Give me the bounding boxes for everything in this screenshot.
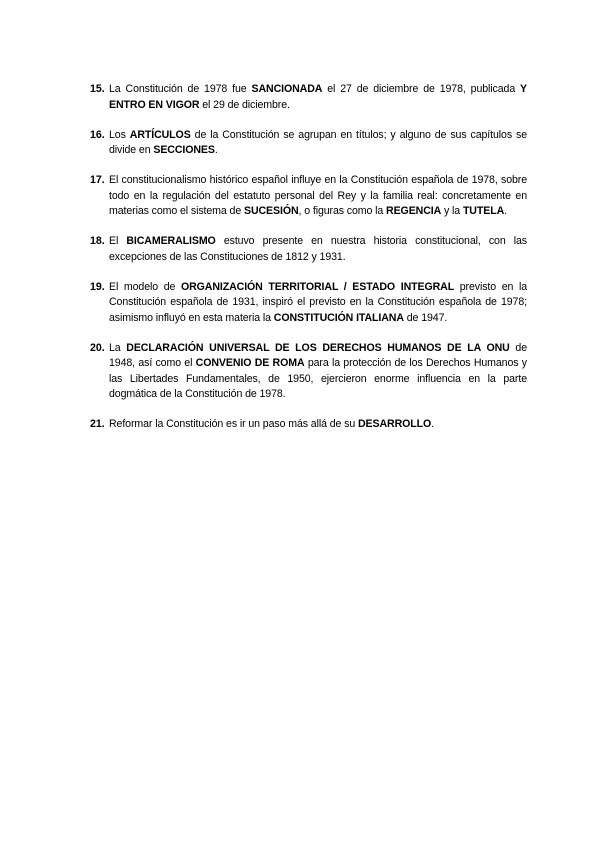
item-text	[109, 128, 527, 159]
text-run: de 1948, así como el	[109, 341, 527, 369]
text-run: , o figuras como la	[298, 205, 387, 217]
text-run: para la protección de los Derechos Humanos y las Libertades Fundamentales, de 1950, ejercieron enorme influencia en la parte dogmática de la Constitución de 1978.	[109, 357, 527, 400]
text-run: de 1947.	[403, 311, 448, 324]
bold-term: DESARROLLO	[357, 418, 432, 430]
bold-term: REGENCIA	[386, 205, 442, 217]
bold-term: DECLARACIÓN UNIVERSAL DE LOS DERECHOS HUMANOS DE LA ONU	[126, 341, 510, 354]
item-text	[109, 173, 527, 220]
text-run: La	[109, 341, 127, 354]
list-item-18	[90, 234, 527, 265]
text-run: El modelo de	[109, 280, 181, 293]
item-text	[109, 280, 527, 327]
list-item-20	[90, 341, 527, 403]
item-number: 20.	[90, 341, 105, 354]
text-run: .	[504, 205, 507, 217]
text-run: de la Constitución se agrupan en títulos; y alguno de sus capítulos se divide en	[109, 128, 527, 156]
bold-term: CONSTITUCIÓN ITALIANA	[273, 311, 404, 324]
bold-term: ORGANIZACIÓN TERRITORIAL / ESTADO INTEGRAL	[180, 280, 455, 293]
bold-term: BICAMERALISMO	[126, 235, 216, 247]
text-run: La Constitución de 1978 fue	[109, 83, 252, 95]
text-run: .	[431, 418, 434, 430]
list-item-16	[90, 128, 527, 159]
bold-term: CONVENIO DE ROMA	[195, 357, 305, 369]
text-run: Reformar la Constitución es ir un paso más allá de su	[109, 418, 358, 430]
list-item-15	[90, 82, 527, 113]
item-text	[109, 234, 527, 265]
document-page	[90, 82, 527, 447]
bold-term: Y ENTRO EN VIGOR	[109, 83, 528, 111]
text-run: .	[214, 144, 218, 156]
text-run: El	[109, 235, 127, 247]
item-number: 18.	[90, 235, 105, 247]
text-run: Los	[109, 128, 130, 141]
item-text	[109, 82, 527, 113]
item-text	[109, 341, 527, 403]
list-item-17	[90, 173, 527, 220]
text-run: El constitucionalismo histórico español influye en la Constitución española de 1978, sobre todo en la regulación del estatuto personal del Rey y la familia real: concretamente en materias como el sistema de	[109, 174, 527, 217]
bold-term: SECCIONES	[153, 144, 215, 156]
bold-term: TUTELA	[462, 205, 505, 217]
item-number: 15.	[90, 83, 105, 95]
item-number: 17.	[90, 174, 105, 186]
text-run: el 27 de diciembre de 1978, publicada	[322, 83, 521, 95]
bold-term: SANCIONADA	[251, 83, 323, 95]
item-number: 16.	[90, 128, 105, 141]
item-number: 19.	[90, 280, 105, 293]
item-number: 21.	[90, 418, 105, 430]
list-item-21	[90, 417, 527, 433]
list-item-19	[90, 280, 527, 327]
text-run: el 29 de diciembre.	[199, 98, 290, 111]
item-text	[109, 417, 527, 433]
text-run: y la	[441, 205, 463, 217]
text-run: estuvo presente en nuestra historia constitucional, con las excepciones de las Constituciones de 1812 y 1931.	[109, 235, 527, 263]
bold-term: ARTÍCULOS	[129, 128, 191, 141]
bold-term: SUCESIÓN	[243, 205, 299, 217]
text-run: previsto en la Constitución española de 1931, inspiró el previsto en la Constitución española de 1978; asimismo influyó en esta materia la	[109, 280, 528, 324]
